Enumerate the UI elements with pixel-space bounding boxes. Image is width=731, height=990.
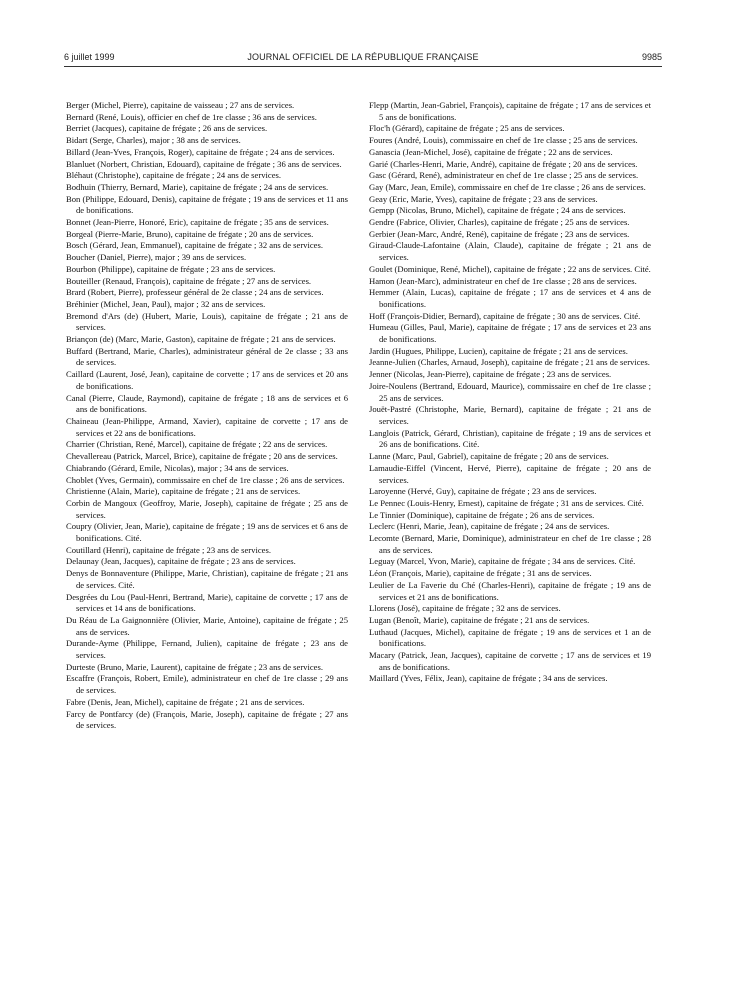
list-item: Lanne (Marc, Paul, Gabriel), capitaine de frégate ; 20 ans de services.	[369, 451, 609, 462]
list-item: Gempp (Nicolas, Bruno, Michel), capitaine de frégate ; 24 ans de services.	[369, 205, 626, 216]
list-item: Escaffre (François, Robert, Emile), administrateur en chef de 1re classe ; 29 ans de services.	[66, 673, 348, 696]
list-item: Langlois (Patrick, Gérard, Christian), capitaine de frégate ; 19 ans de services et 26 ans de bonifications. Cité.	[369, 427, 651, 450]
list-item: Briançon (de) (Marc, Marie, Gaston), capitaine de frégate ; 21 ans de services.	[66, 334, 336, 345]
list-item: Charrier (Christian, René, Marcel), capitaine de frégate ; 22 ans de services.	[66, 439, 328, 450]
list-item: Choblet (Yves, Germain), commissaire en chef de 1re classe ; 26 ans de services.	[66, 474, 345, 485]
list-item: Lamaudie-Eiffel (Vincent, Hervé, Pierre), capitaine de frégate ; 20 ans de services.	[369, 462, 651, 485]
list-item: Boucher (Daniel, Pierre), major ; 39 ans de services.	[66, 252, 247, 263]
list-item: Christienne (Alain, Marie), capitaine de frégate ; 21 ans de services.	[66, 486, 301, 497]
list-item: Bouteiller (Renaud, François), capitaine de frégate ; 27 ans de services.	[66, 275, 312, 286]
list-item: Gay (Marc, Jean, Emile), commissaire en chef de 1re classe ; 26 ans de services.	[369, 181, 646, 192]
list-item: Lecomte (Bernard, Marie, Dominique), administrateur en chef de 1re classe ; 28 ans de services.	[369, 533, 651, 555]
list-item: Hamon (Jean-Marc), administrateur en chef de 1re classe ; 28 ans de services.	[369, 275, 637, 286]
list-item: Bourbon (Philippe), capitaine de frégate ; 23 ans de services.	[66, 263, 276, 274]
list-item: Gendre (Fabrice, Olivier, Charles), capitaine de frégate ; 25 ans de services.	[369, 217, 630, 228]
list-item: Brard (Robert, Pierre), professeur général de 2e classe ; 24 ans de services.	[66, 287, 324, 298]
right-column	[369, 100, 651, 685]
list-item: Jeanne-Julien (Charles, Arnaud, Joseph), capitaine de frégate ; 21 ans de services.	[369, 357, 650, 368]
header-page-number: 9985	[641, 52, 662, 62]
list-item: Buffard (Bertrand, Marie, Charles), administrateur général de 2e classe ; 33 ans de services.	[66, 345, 348, 368]
list-item: Bonnet (Jean-Pierre, Honoré, Eric), capitaine de frégate ; 35 ans de services.	[66, 217, 329, 228]
list-item: Macary (Patrick, Jean, Jacques), capitaine de corvette ; 17 ans de services et 19 ans de bonifications.	[369, 650, 651, 672]
list-item: Durande-Ayme (Philippe, Fernand, Julien), capitaine de frégate ; 23 ans de services.	[66, 638, 348, 661]
list-item: Maillard (Yves, Félix, Jean), capitaine de frégate ; 34 ans de services.	[369, 673, 608, 684]
list-item: Jardin (Hugues, Philippe, Lucien), capitaine de frégate ; 21 ans de services.	[369, 345, 628, 356]
list-item: Geay (Eric, Marie, Yves), capitaine de frégate ; 23 ans de services.	[369, 193, 598, 204]
list-item: Denys de Bonnaventure (Philippe, Marie, Christian), capitaine de frégate ; 21 ans de services. Cité.	[66, 568, 348, 590]
list-item: Farcy de Pontfarcy (de) (François, Marie, Joseph), capitaine de frégate ; 27 ans de services.	[66, 708, 348, 731]
list-item: Hoff (François-Didier, Bernard), capitaine de frégate ; 30 ans de services. Cité.	[369, 310, 641, 321]
list-item: Delaunay (Jean, Jacques), capitaine de frégate ; 23 ans de services.	[66, 556, 296, 567]
list-item: Le Tinnier (Dominique), capitaine de frégate ; 26 ans de services.	[369, 509, 595, 520]
list-item: Leulier de La Faverie du Ché (Charles-Henri), capitaine de frégate ; 19 ans de services et 21 ans de bonifications.	[369, 579, 651, 602]
list-item: Gasc (Gérard, René), administrateur en chef de 1re classe ; 25 ans de services.	[369, 170, 639, 181]
list-item: Hemmer (Alain, Lucas), capitaine de frégate ; 17 ans de services et 4 ans de bonifications.	[369, 287, 651, 309]
list-item: Léon (François, Marie), capitaine de frégate ; 31 ans de services.	[369, 568, 592, 579]
list-item: Du Réau de La Gaignonnière (Olivier, Marie, Antoine), capitaine de frégate ; 25 ans de services.	[66, 614, 348, 637]
list-item: Coupry (Olivier, Jean, Marie), capitaine de frégate ; 19 ans de services et 6 ans de bonifications. Cité.	[66, 521, 348, 544]
list-item: Canal (Pierre, Claude, Raymond), capitaine de frégate ; 18 ans de services et 6 ans de bonifications.	[66, 392, 348, 415]
list-item: Durteste (Bruno, Marie, Laurent), capitaine de frégate ; 23 ans de services.	[66, 661, 323, 672]
list-item: Joire-Noulens (Bertrand, Edouard, Maurice), commissaire en chef de 1re classe ; 25 ans de services.	[369, 380, 651, 403]
list-item: Lugan (Benoît, Marie), capitaine de frégate ; 21 ans de services.	[369, 614, 590, 625]
list-item: Borgeal (Pierre-Marie, Bruno), capitaine de frégate ; 20 ans de services.	[66, 228, 314, 239]
list-item: Chaineau (Jean-Philippe, Armand, Xavier), capitaine de corvette ; 17 ans de services et 22 ans de bonifications.	[66, 415, 348, 438]
list-item: Berriet (Jacques), capitaine de frégate ; 26 ans de services.	[66, 123, 268, 134]
list-item: Leguay (Marcel, Yvon, Marie), capitaine de frégate ; 34 ans de services. Cité.	[369, 556, 636, 567]
list-item: Bodhuin (Thierry, Bernard, Marie), capitaine de frégate ; 24 ans de services.	[66, 181, 329, 192]
list-item: Garié (Charles-Henri, Marie, André), capitaine de frégate ; 20 ans de services.	[369, 158, 638, 169]
list-item: Chevallereau (Patrick, Marcel, Brice), capitaine de frégate ; 20 ans de services.	[66, 451, 338, 462]
list-item: Bidart (Serge, Charles), major ; 38 ans de services.	[66, 135, 241, 146]
header-title: JOURNAL OFFICIEL DE LA RÉPUBLIQUE FRANÇAISE	[247, 52, 479, 62]
list-item: Giraud-Claude-Lafontaine (Alain, Claude), capitaine de frégate ; 21 ans de services.	[369, 240, 651, 263]
list-item: Le Pennec (Louis-Henry, Ernest), capitaine de frégate ; 31 ans de services. Cité.	[369, 497, 644, 508]
list-item: Billard (Jean-Yves, François, Roger), capitaine de frégate ; 24 ans de services.	[66, 146, 335, 157]
header-date: 6 juillet 1999	[64, 52, 115, 62]
header-rule	[64, 66, 662, 67]
page-header	[64, 52, 662, 66]
list-item: Desgrées du Lou (Paul-Henri, Bertrand, Marie), capitaine de corvette ; 17 ans de services et 14 ans de bonifications.	[66, 591, 348, 614]
list-item: Fabre (Denis, Jean, Michel), capitaine de frégate ; 21 ans de services.	[66, 696, 305, 707]
list-item: Jenner (Nicolas, Jean-Pierre), capitaine de frégate ; 23 ans de services.	[369, 369, 612, 380]
list-item: Flepp (Martin, Jean-Gabriel, François), capitaine de frégate ; 17 ans de services et 5 ans de bonifications.	[369, 100, 651, 122]
left-column	[66, 100, 348, 732]
list-item: Bremond d'Ars (de) (Hubert, Marie, Louis), capitaine de frégate ; 21 ans de services.	[66, 310, 348, 333]
list-item: Berger (Michel, Pierre), capitaine de vaisseau ; 27 ans de services.	[66, 100, 295, 110]
list-item: Bréhinier (Michel, Jean, Paul), major ; 32 ans de services.	[66, 298, 266, 309]
list-item: Foures (André, Louis), commissaire en chef de 1re classe ; 25 ans de services.	[369, 135, 638, 146]
list-item: Laroyenne (Hervé, Guy), capitaine de frégate ; 23 ans de services.	[369, 486, 597, 497]
list-item: Bosch (Gérard, Jean, Emmanuel), capitaine de frégate ; 32 ans de services.	[66, 240, 323, 251]
list-item: Gerbier (Jean-Marc, André, René), capitaine de frégate ; 23 ans de services.	[369, 228, 630, 239]
list-item: Coutillard (Henri), capitaine de frégate ; 23 ans de services.	[66, 544, 271, 555]
list-item: Llorens (José), capitaine de frégate ; 32 ans de services.	[369, 603, 561, 614]
list-item: Luthaud (Jacques, Michel), capitaine de frégate ; 19 ans de services et 1 an de bonifications.	[369, 626, 651, 649]
list-item: Leclerc (Henri, Marie, Jean), capitaine de frégate ; 24 ans de services.	[369, 521, 610, 532]
list-item: Humeau (Gilles, Paul, Marie), capitaine de frégate ; 17 ans de services et 23 ans de bonifications.	[369, 322, 651, 345]
list-item: Bon (Philippe, Edouard, Denis), capitaine de frégate ; 19 ans de services et 11 ans de bonifications.	[66, 193, 348, 216]
list-item: Floc'h (Gérard), capitaine de frégate ; 25 ans de services.	[369, 123, 565, 134]
list-item: Goulet (Dominique, René, Michel), capitaine de frégate ; 22 ans de services. Cité.	[369, 263, 651, 274]
list-item: Chiabrando (Gérard, Emile, Nicolas), major ; 34 ans de services.	[66, 462, 289, 473]
list-item: Caillard (Laurent, José, Jean), capitaine de corvette ; 17 ans de services et 20 ans de bonifications.	[66, 369, 348, 391]
list-item: Corbin de Mangoux (Geoffroy, Marie, Joseph), capitaine de frégate ; 25 ans de services.	[66, 497, 348, 520]
list-item: Bléhaut (Christophe), capitaine de frégate ; 24 ans de services.	[66, 170, 282, 181]
list-item: Ganascia (Jean-Michel, José), capitaine de frégate ; 22 ans de services.	[369, 146, 613, 157]
list-item: Bernard (René, Louis), officier en chef de 1re classe ; 36 ans de services.	[66, 111, 317, 122]
list-item: Jouët-Pastré (Christophe, Marie, Bernard), capitaine de frégate ; 21 ans de services.	[369, 404, 651, 426]
list-item: Blanluet (Norbert, Christian, Edouard), capitaine de frégate ; 36 ans de services.	[66, 158, 342, 169]
